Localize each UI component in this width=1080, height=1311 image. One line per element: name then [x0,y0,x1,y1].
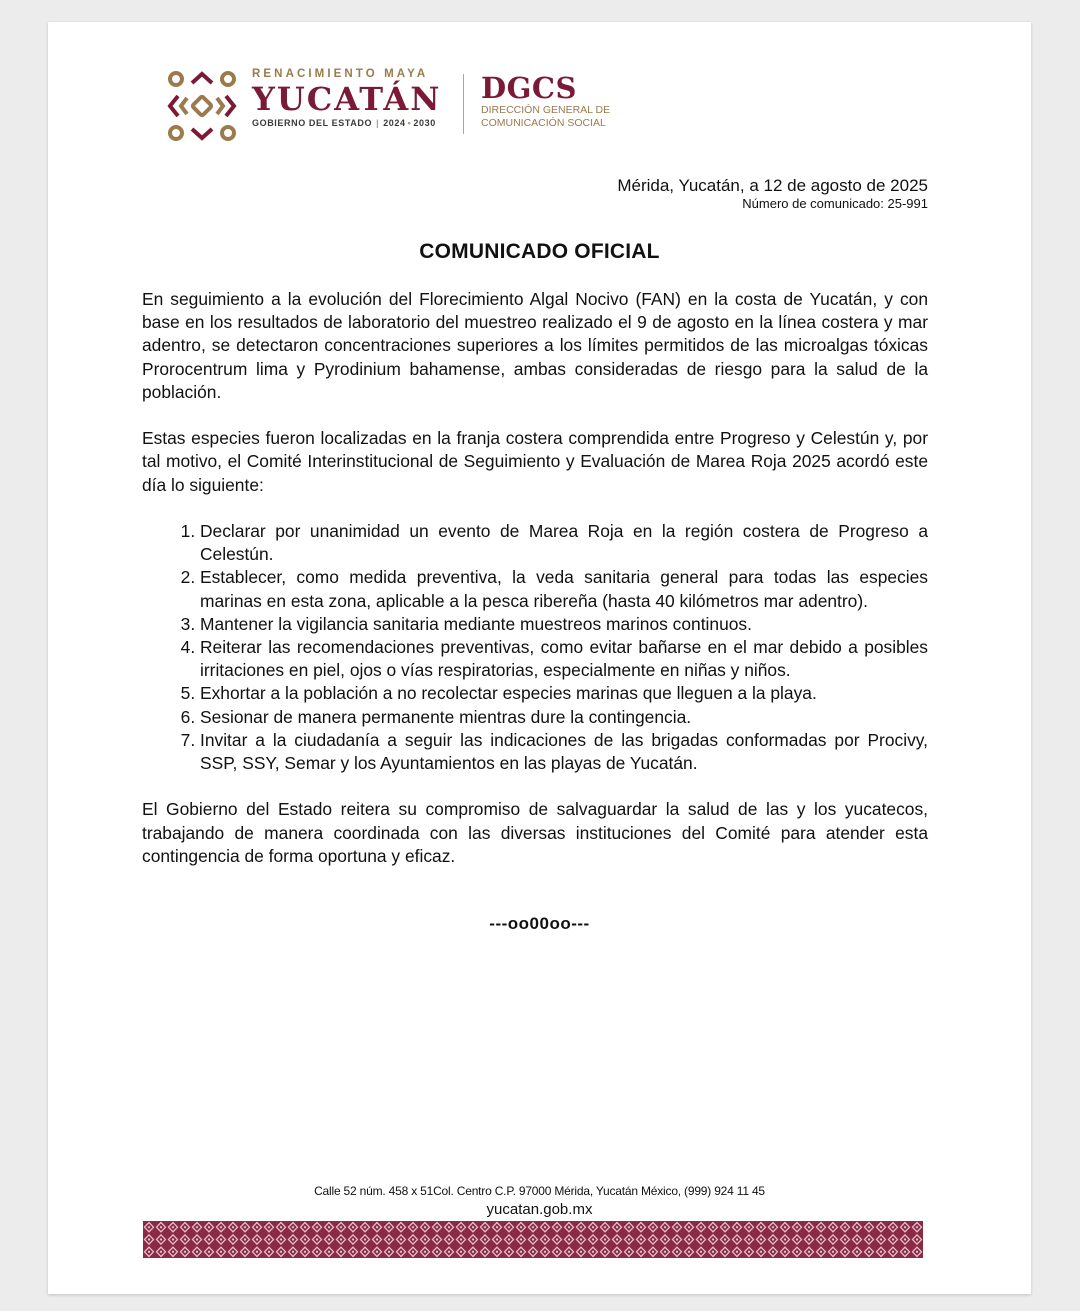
final-paragraph: El Gobierno del Estado reitera su compromiso de salvaguardar la salud de las y los yucatecos, trabajando de manera coordinada con las diversas instituciones del Comité para atender esta contingencia de forma oportuna y eficaz. [142,799,928,866]
list-item: 2. Establecer, como medida preventiva, la veda sanitaria general para todas las especies marinas en esta zona, aplicable a la pesca ribereña (hasta 40 kilómetros mar adentro). [200,566,928,612]
logo-period-end: 2030 [413,118,436,128]
document-title: COMUNICADO OFICIAL [419,240,660,263]
logo-government: GOBIERNO DEL ESTADO | 2024 • 2030 [252,118,436,128]
dgcs-line1: DIRECCIÓN GENERAL DE [481,104,611,116]
logo-text [252,68,441,128]
paragraph: Estas especies fueron localizadas en la franja costera comprendida entre Progreso y Celestún y, por tal motivo, el Comité Interinstitucional de Seguimiento y Evaluación de Marea Roja 2025 acordó este día lo siguiente: [142,428,928,495]
closing-mark: ---oo00oo--- [489,914,590,933]
logo-gov-label: GOBIERNO DEL ESTADO [252,118,373,128]
list-item: 7. Invitar a la ciudadanía a seguir las indicaciones de las brigadas conformadas por Procivy, SSP, SSY, Semar y los Ayuntamientos en las playas de Yucatán. [200,729,928,775]
dgcs-logo [481,72,610,130]
footer-address: Calle 52 núm. 458 x 51Col. Centro C.P. 97000 Mérida, Yucatán México, (999) 924 11 45 [314,1184,765,1198]
list-item: 3. Mantener la vigilancia sanitaria mediante muestreos marinos continuos. [200,613,928,636]
date-block [617,175,928,212]
logo-period-start: 2024 [383,118,406,128]
list-item: 1. Declarar por unanimidad un evento de Marea Roja en la región costera de Progreso a Celestún. [200,520,928,566]
dgcs-title: DGCS [481,71,577,105]
paragraph: En seguimiento a la evolución del Florecimiento Algal Nocivo (FAN) en la costa de Yucatán, y con base en los resultados de laboratorio del muestreo realizado el 9 de agosto en la línea costera y mar adentro, se detectaron concentraciones superiores a los límites permitidos de las microalgas tóxicas Prorocentrum lima y Pyrodinium bahamense, ambas consideradas de riesgo para la salud de la población. [142,289,928,402]
logo-divider [463,74,464,134]
yucatan-emblem-icon [166,70,238,142]
logo-tagline: RENACIMIENTO MAYA [252,68,429,80]
decorative-pattern-band [143,1221,923,1258]
agreements-list [142,520,928,775]
place-date: Mérida, Yucatán, a 12 de agosto de 2025 [617,176,928,195]
header-logo [166,68,666,148]
dgcs-line2: COMUNICACIÓN SOCIAL [481,117,606,129]
footer-website[interactable]: yucatan.gob.mx [486,1201,593,1218]
communique-number: Número de comunicado: 25-991 [742,196,928,211]
document-body [142,288,928,891]
list-item: 5. Exhortar a la población a no recolectar especies marinas que lleguen a la playa. [200,682,928,705]
logo-state-name: YUCATÁN [252,80,442,118]
document-page [48,22,1031,1294]
list-item: 4. Reiterar las recomendaciones preventivas, como evitar bañarse en el mar debido a posibles irritaciones en piel, ojos o vías respiratorias, especialmente en niñas y niños. [200,636,928,682]
list-item: 6. Sesionar de manera permanente mientras dure la contingencia. [200,706,928,729]
